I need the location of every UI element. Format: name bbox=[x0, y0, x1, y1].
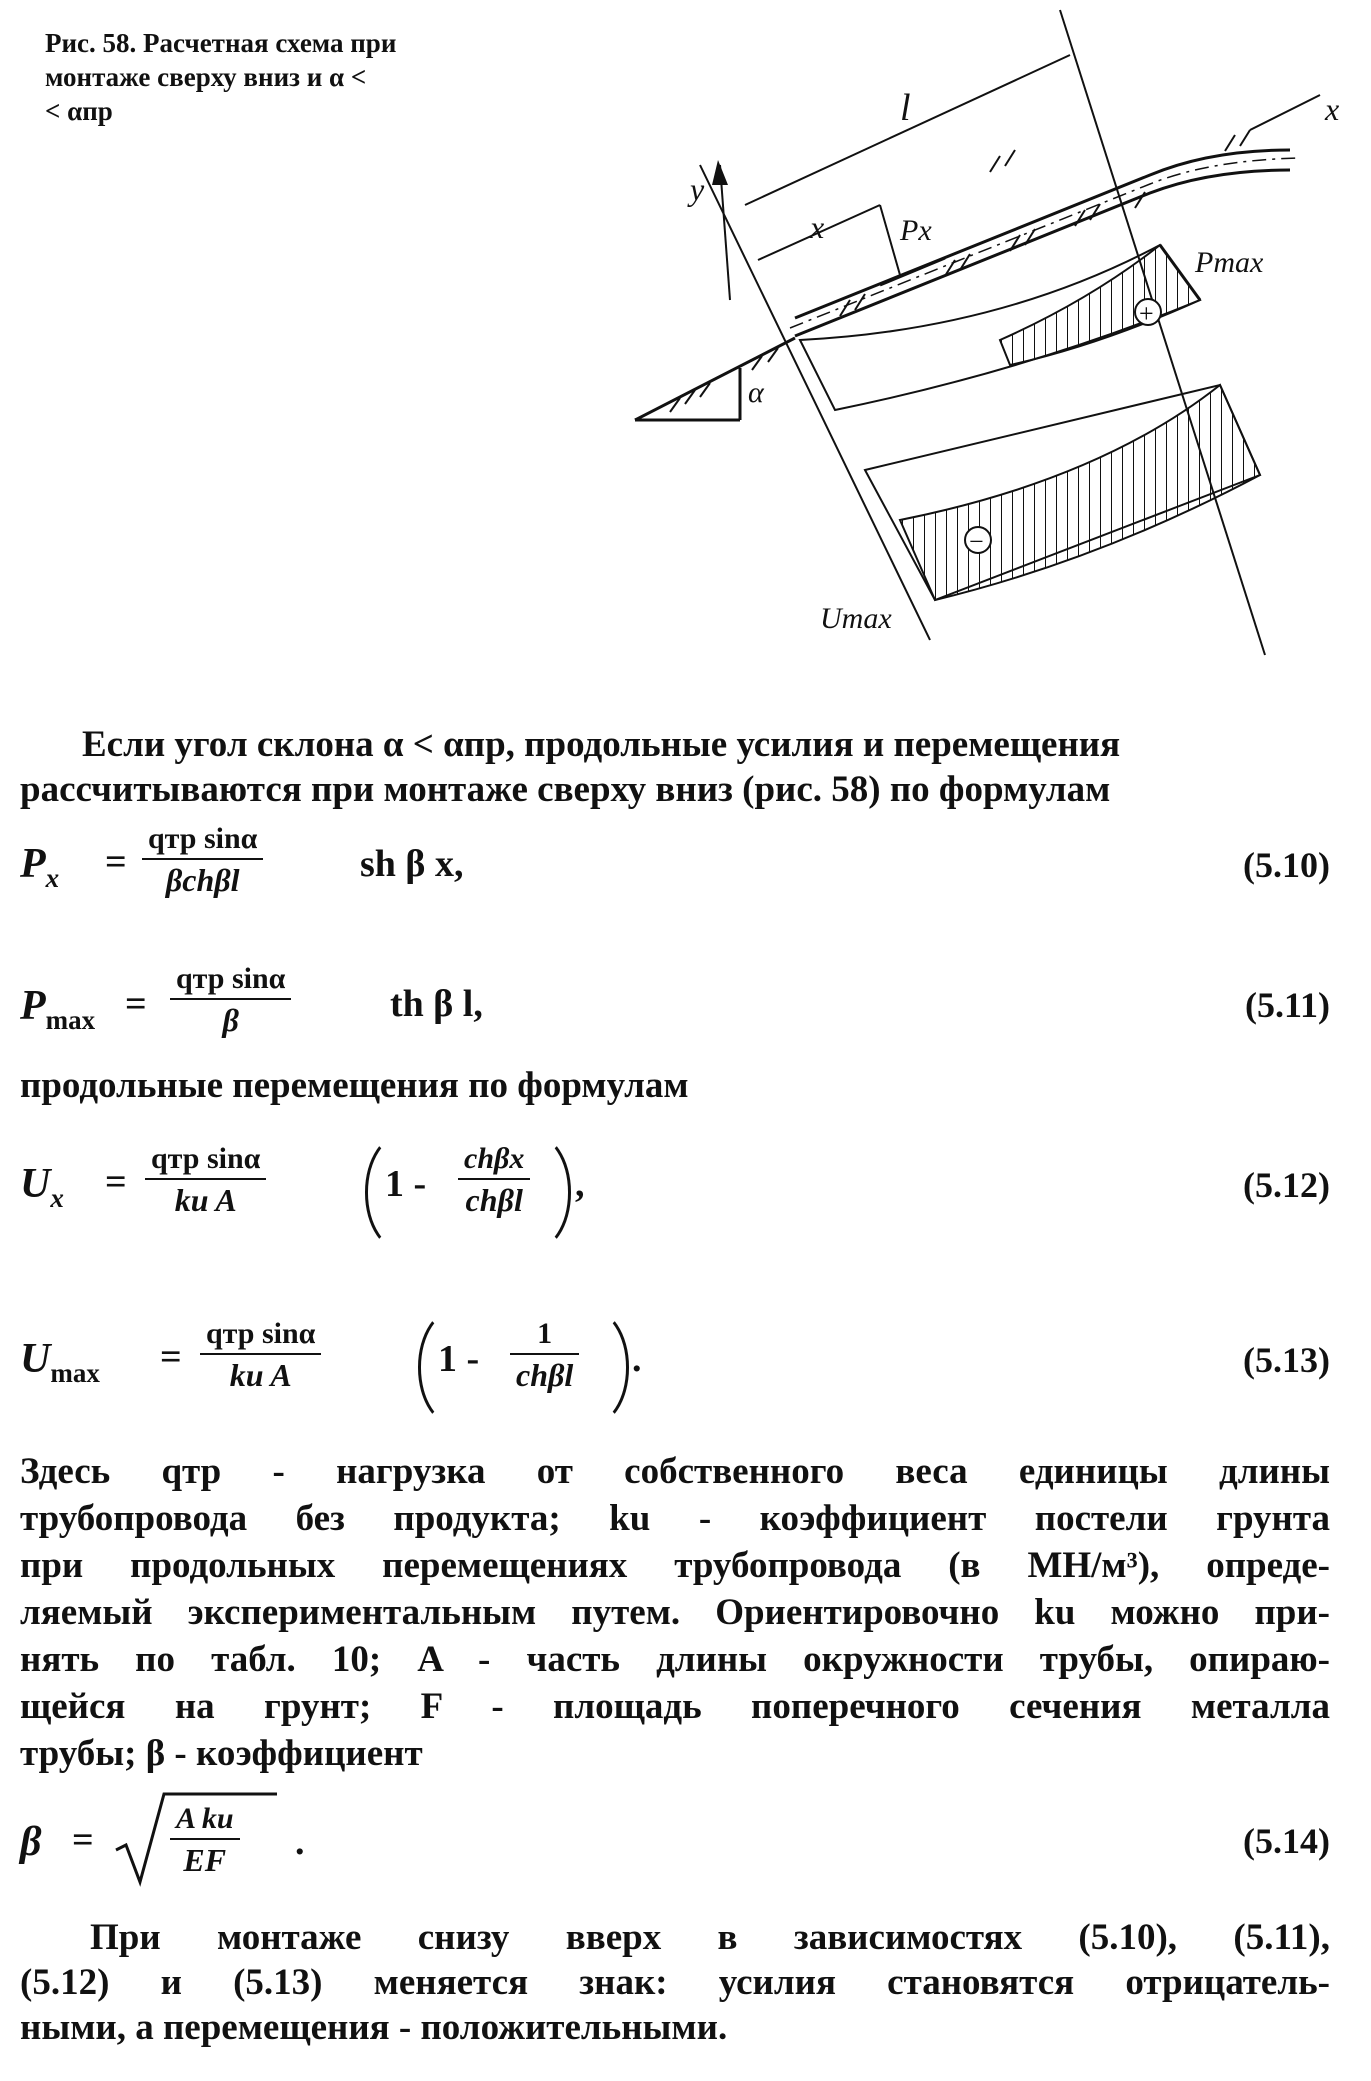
text-line: трубопровода без продукта; ku - коэффициент постели грунта bbox=[20, 1498, 1330, 1539]
frac-denominator: EF bbox=[183, 1842, 227, 1878]
equation-number: (5.10) bbox=[1243, 845, 1330, 885]
frac-denominator: ku A bbox=[229, 1357, 292, 1393]
plus-sign: + bbox=[1139, 299, 1154, 328]
frac-numerator: 1 bbox=[537, 1317, 553, 1350]
equation-5-10 bbox=[20, 820, 1330, 930]
p-diagram-hatch bbox=[1000, 245, 1200, 365]
caption-line: Рис. 58. Расчетная схема при bbox=[45, 28, 397, 58]
x-axis-label: x bbox=[1325, 91, 1340, 127]
equation-number: (5.14) bbox=[1243, 1821, 1330, 1861]
equation-5-13 bbox=[20, 1295, 1330, 1445]
figure-caption bbox=[45, 26, 585, 128]
caption-line: < αпр bbox=[45, 96, 113, 126]
frac-numerator: qтр sinα bbox=[151, 1142, 261, 1175]
text-line: нять по табл. 10; A - часть длины окружности трубы, опираю- bbox=[20, 1639, 1330, 1680]
frac-denominator: chβl bbox=[516, 1357, 574, 1393]
text-line: Если угол склона α < αпр, продольные усилия и перемещения bbox=[82, 724, 1121, 765]
eq-equals: = bbox=[105, 1161, 127, 1203]
frac-denominator: chβl bbox=[465, 1182, 523, 1218]
final-paragraph bbox=[20, 1915, 1330, 2050]
y-axis-arrowhead bbox=[712, 160, 728, 185]
text-line: трубы; β - коэффициент bbox=[20, 1733, 423, 1774]
frac-numerator: qтр sinα bbox=[176, 962, 286, 995]
caption-line: монтаже сверху вниз и α < bbox=[45, 62, 367, 92]
y-axis-arrow bbox=[720, 165, 730, 300]
eq-tail: , bbox=[575, 1163, 585, 1205]
text-line: Здесь qтр - нагрузка от собственного веса единицы длины bbox=[20, 1451, 1330, 1492]
dimension-l-line bbox=[745, 55, 1070, 205]
umax-label: Umax bbox=[820, 602, 892, 635]
eq-fraction bbox=[200, 1317, 321, 1394]
frac-denominator: β bbox=[222, 1002, 239, 1038]
eq-tail: sh β x, bbox=[360, 843, 464, 885]
eq-equals: = bbox=[72, 1819, 94, 1861]
text-line: продольные перемещения по формулам bbox=[20, 1065, 689, 1106]
dimension-l-label: l bbox=[900, 87, 911, 129]
frac-numerator: chβx bbox=[464, 1142, 525, 1175]
equation-number: (5.13) bbox=[1243, 1340, 1330, 1380]
eq-tail: th β l, bbox=[390, 983, 483, 1025]
dimension-x-label: x bbox=[810, 209, 825, 245]
eq-lhs: β bbox=[20, 1819, 42, 1865]
eq-lhs: $P_x$ bbox=[20, 841, 60, 893]
text-line: щейся на грунт; F - площадь поперечного сечения металла bbox=[20, 1686, 1330, 1727]
y-axis-label: y bbox=[690, 171, 705, 207]
text-line: ными, а перемещения - положительными. bbox=[20, 2007, 728, 2048]
scheme-drawing bbox=[600, 0, 1360, 660]
pipe-axis bbox=[790, 158, 1300, 328]
text-line: при продольных перемещениях трубопровода (в МН/м³), опреде- bbox=[20, 1545, 1330, 1586]
eq-fraction bbox=[142, 822, 263, 899]
text-line: рассчитываются при монтаже сверху вниз (рис. 58) по формулам bbox=[20, 769, 1111, 810]
inner-fraction bbox=[458, 1142, 530, 1219]
equation-5-11 bbox=[20, 960, 1330, 1070]
eq-equals: = bbox=[160, 1336, 182, 1378]
x-axis-arrow bbox=[1250, 95, 1320, 130]
eq-tail: . bbox=[632, 1338, 642, 1380]
eq-one-minus: 1 - bbox=[438, 1338, 480, 1380]
eq-lhs: $P_{max}$ bbox=[20, 983, 96, 1035]
frac-denominator: ku A bbox=[174, 1182, 237, 1218]
frac-numerator: qтр sinα bbox=[148, 822, 258, 855]
text-line: При монтаже снизу вверх в зависимостях (5.10), (5.11), bbox=[90, 1917, 1330, 1958]
u-diagram-hatch bbox=[900, 385, 1260, 600]
alpha-angle-label: α bbox=[748, 376, 764, 409]
text-line: ляемый экспериментальным путем. Ориентировочно ku можно при- bbox=[20, 1592, 1330, 1633]
equation-5-12 bbox=[20, 1120, 1330, 1270]
frac-denominator: βchβl bbox=[165, 862, 240, 898]
equation-number: (5.11) bbox=[1245, 985, 1330, 1025]
frac-numerator: A ku bbox=[176, 1802, 234, 1835]
dimension-x-tick bbox=[880, 205, 900, 275]
inner-fraction bbox=[510, 1317, 579, 1394]
eq-one-minus: 1 - bbox=[385, 1163, 427, 1205]
minus-sign: − bbox=[969, 527, 984, 556]
ground-slope-line bbox=[635, 338, 795, 420]
eq-fraction bbox=[170, 962, 291, 1039]
eq-lhs: $U_{max}$ bbox=[20, 1336, 100, 1388]
text-line: (5.12) и (5.13) меняется знак: усилия становятся отрицатель- bbox=[20, 1962, 1330, 2003]
eq-equals: = bbox=[105, 841, 127, 883]
equation-5-14 bbox=[20, 1790, 1330, 1900]
equation-number: (5.12) bbox=[1243, 1165, 1330, 1205]
eq-lhs: $U_x$ bbox=[20, 1161, 64, 1213]
px-label: Px bbox=[900, 214, 932, 247]
explanation-paragraph bbox=[20, 1448, 1330, 1777]
intro-paragraph bbox=[20, 722, 1330, 812]
frac-numerator: qтр sinα bbox=[206, 1317, 316, 1350]
figure-58-diagram bbox=[600, 0, 1360, 660]
mid-paragraph bbox=[20, 1063, 1330, 1108]
eq-tail: . bbox=[295, 1821, 305, 1863]
eq-equals: = bbox=[125, 983, 147, 1025]
eq-fraction bbox=[170, 1802, 240, 1879]
pmax-label: Pmax bbox=[1195, 246, 1264, 279]
eq-fraction bbox=[145, 1142, 266, 1219]
